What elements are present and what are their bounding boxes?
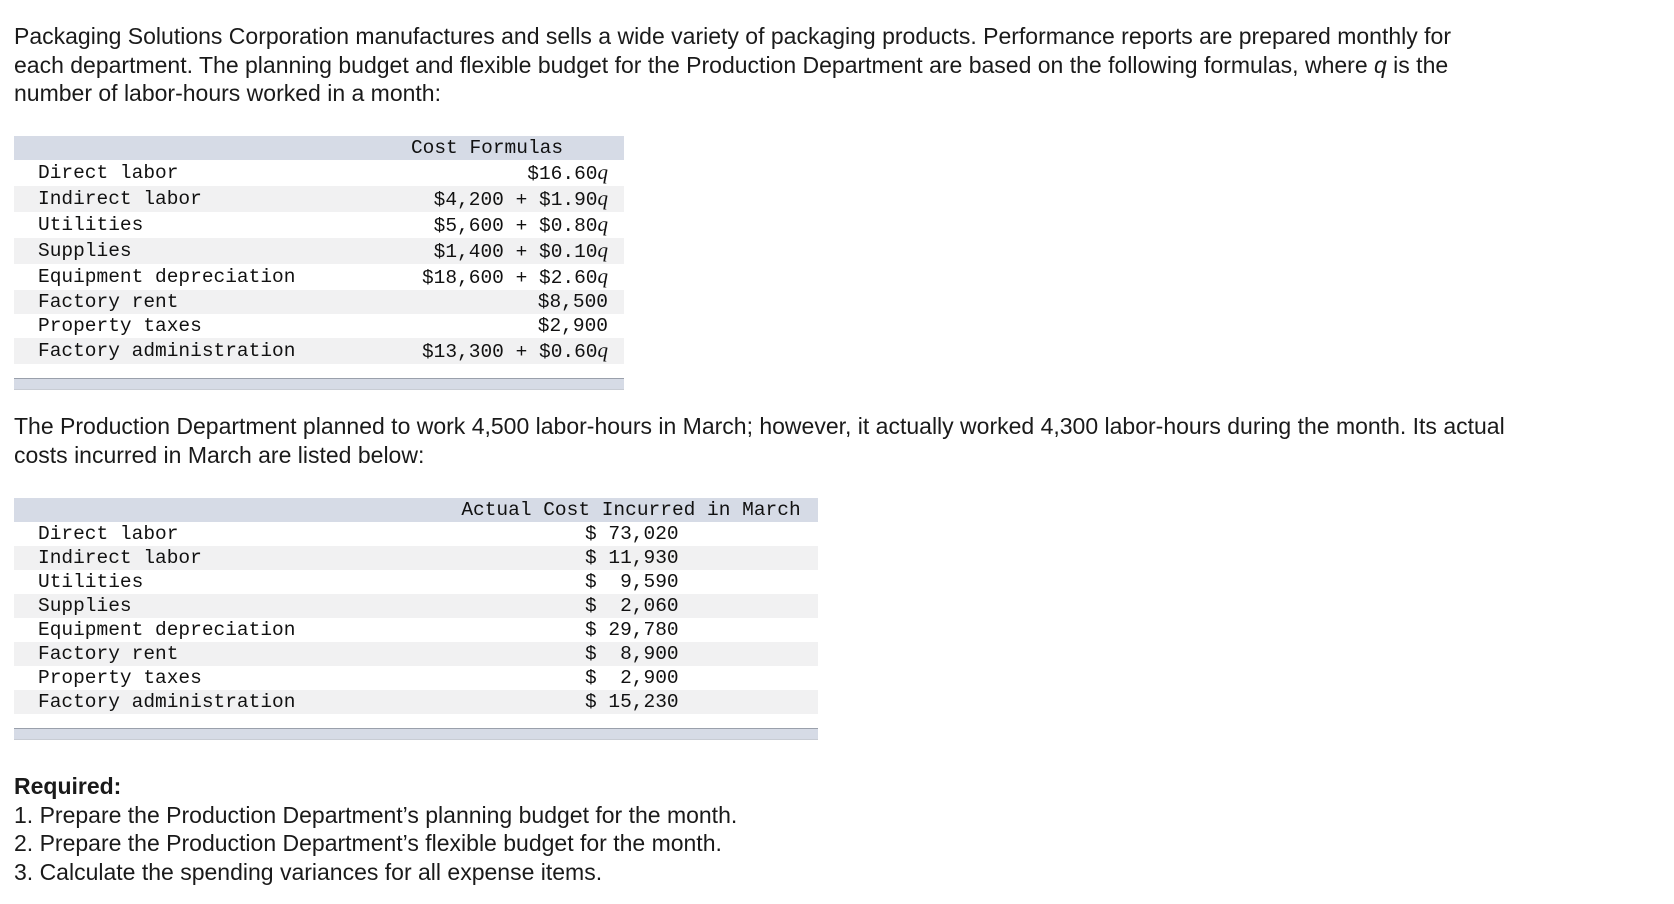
formula-row-utilities [14,212,624,238]
actual-row-label: Utilities [14,570,444,594]
required-item-2: 2. Prepare the Production Department’s flexible budget for the month. [14,830,722,856]
actual-costs-header: Actual Cost Incurred in March [444,498,818,522]
actual-row-factory-administration [14,690,818,714]
formula-row-property-taxes [14,314,624,338]
formula-row-indirect-labor [14,186,624,212]
actual-row-amount: $ 15,230 [444,690,818,714]
intro-paragraph [14,22,1494,108]
formula-row-value [350,290,624,314]
formula-row-value [350,160,624,186]
formula-q: q [597,160,608,184]
formula-row-value [350,338,624,364]
actual-row-label: Property taxes [14,666,444,690]
formula-row-label: Utilities [14,212,350,238]
formula-row-equipment-depreciation [14,264,624,290]
actual-costs-paragraph: The Production Department planned to work 4,500 labor-hours in March; however, it actually worked 4,300 labor-hours during the month. Its actual costs incurred in March are listed below: [14,413,1505,468]
actual-row-label: Indirect labor [14,546,444,570]
actual-row-amount: $ 73,020 [444,522,818,546]
intro-text-part1: Packaging Solutions Corporation manufactures and sells a wide variety of packaging products. Performance reports are prepared monthly for each department. The planning budget and flexible budget for the Production Department are based on the following formulas, where [14,23,1451,78]
formula-row-label: Supplies [14,238,350,264]
intro-text-part2: is the number of labor-hours worked in a month: [14,51,1449,106]
formula-q: q [597,338,608,362]
formula-row-value [350,212,624,238]
actual-row-equipment-depreciation [14,618,818,642]
formula-text: $16.60 [527,163,598,185]
cost-formulas-table [14,136,624,390]
actual-row-label: Direct labor [14,522,444,546]
actual-row-label: Factory administration [14,690,444,714]
actual-row-direct-labor [14,522,818,546]
formula-q: q [597,264,608,288]
formula-row-supplies [14,238,624,264]
formula-row-value [350,314,624,338]
actual-row-label: Equipment depreciation [14,618,444,642]
formula-row-label: Indirect labor [14,186,350,212]
required-item-1: 1. Prepare the Production Department’s planning budget for the month. [14,801,738,828]
table-footer-spacer [14,714,818,729]
formula-text: $8,500 [537,291,608,313]
actual-row-amount: $ 2,900 [444,666,818,690]
cost-formulas-header: Cost Formulas [350,136,624,160]
formula-row-factory-rent [14,290,624,314]
table-footer-spacer [14,364,624,379]
formula-text: $5,600 + $0.80 [433,215,598,237]
formula-row-label: Direct labor [14,160,350,186]
actual-row-utilities [14,570,818,594]
actual-row-amount: $ 2,060 [444,594,818,618]
required-title: Required: [14,773,122,799]
actual-row-amount: $ 8,900 [444,642,818,666]
cost-formulas-header-row [14,136,624,160]
formula-row-value [350,264,624,290]
formula-row-label: Factory rent [14,290,350,314]
formula-text: $4,200 + $1.90 [433,189,598,211]
formula-row-direct-labor [14,160,624,186]
required-section [14,772,737,886]
actual-row-amount: $ 9,590 [444,570,818,594]
formula-q: q [597,186,608,210]
actual-row-label: Factory rent [14,642,444,666]
formula-q: q [597,238,608,262]
table-footer-bar [14,379,624,390]
actual-row-indirect-labor [14,546,818,570]
formula-text: $1,400 + $0.10 [433,241,598,263]
formula-text: $13,300 + $0.60 [421,341,598,363]
required-item-3: 3. Calculate the spending variances for all expense items. [14,858,603,885]
formula-row-label: Equipment depreciation [14,264,350,290]
formula-row-value [350,186,624,212]
actual-row-amount: $ 11,930 [444,546,818,570]
formula-text: $2,900 [537,315,608,337]
formula-row-label: Factory administration [14,338,350,364]
actual-costs-header-blank [14,498,444,522]
actual-row-label: Supplies [14,594,444,618]
actual-row-property-taxes [14,666,818,690]
table-footer-bar-cell [14,379,624,390]
intro-variable-q: q [1374,51,1387,78]
actual-row-amount: $ 29,780 [444,618,818,642]
actual-row-factory-rent [14,642,818,666]
actual-costs-header-row [14,498,818,522]
cost-formulas-header-blank [14,136,350,160]
table-footer-spacer-cell [14,714,818,729]
table-footer-bar [14,729,818,740]
table-footer-spacer-cell [14,364,624,379]
formula-q: q [597,212,608,236]
formula-row-factory-administration [14,338,624,364]
table-footer-bar-cell [14,729,818,740]
formula-text: $18,600 + $2.60 [421,267,598,289]
actual-row-supplies [14,594,818,618]
actual-costs-table [14,498,818,740]
formula-row-value [350,238,624,264]
formula-row-label: Property taxes [14,314,350,338]
